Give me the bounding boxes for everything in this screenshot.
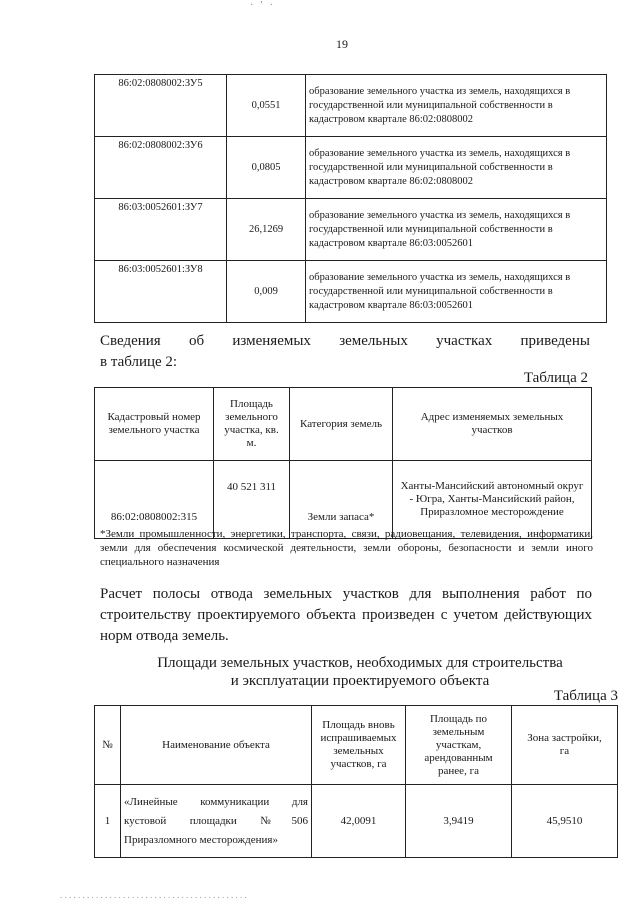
new-area: 42,0091 [312,785,406,858]
table-plot-areas [94,705,618,858]
column-header: Площадь по земельным участкам, арендованным ранее, га [406,706,512,785]
table-row [95,261,607,323]
table-row [95,199,607,261]
plot-number: 86:03:0052601:ЗУ8 [95,261,227,323]
plot-description: образование земельного участка из земель, находящихся в государственной или муниципальной собственности в кадастровом квартале 86:03:0052601 [306,261,607,323]
footnote: *Земли промышленности, энергетики, транспорта, связи, радиовещания, телевидения, информатики, земли для обеспечения космической деятельности, земли обороны, безопасности и земли иного специального назначения [100,528,593,568]
plot-area: 0,0551 [227,75,306,137]
plot-area: 40 521 311 [214,461,290,539]
table3-title [100,654,620,690]
word: изменяемых [232,333,311,349]
column-header: Кадастровый номер земельного участка [95,388,214,461]
plot-description: образование земельного участка из земель, находящихся в государственной или муниципальной собственности в кадастровом квартале 86:03:0052601 [306,199,607,261]
word: участках [436,333,493,349]
table3-title-line: Площади земельных участков, необходимых для строительства [157,655,563,671]
paragraph-allotment: Расчет полосы отвода земельных участков для выполнения работ по строительству проектируемого объекта произведен с учетом действующих норм отвода земель. [100,586,592,644]
plot-description: образование земельного участка из земель, находящихся в государственной или муниципальной собственности в кадастровом квартале 86:02:0808002 [306,75,607,137]
leased-area: 3,9419 [406,785,512,858]
word: приведены [520,333,590,349]
column-header: Категория земель [290,388,393,461]
plot-number: 86:03:0052601:ЗУ7 [95,199,227,261]
plot-area: 26,1269 [227,199,306,261]
table2-caption: Таблица 2 [523,370,588,386]
table-land-plots-continued [94,74,607,323]
column-header: Адрес изменяемых земельных участков [393,388,592,461]
plot-number: 86:02:0808002:ЗУ5 [95,75,227,137]
object-name: «Линейные коммуникации для кустовой площадки №506 Приразломного месторождения» [121,785,312,858]
column-header: Наименование объекта [121,706,312,785]
zone-area: 45,9510 [512,785,618,858]
row-index: 1 [95,785,121,858]
column-header: Зона застройки, га [512,706,618,785]
word: Сведения [100,333,161,349]
paragraph-continuation: в таблице 2: [100,354,178,370]
table-header-row [95,388,592,461]
paragraph-changed-plots [100,331,590,373]
page-number: 19 [336,37,348,51]
table3-caption: Таблица 3 [553,688,618,704]
table-header-row [95,706,618,785]
word: земельных [339,333,408,349]
table-row [95,75,607,137]
table3-title-line: и эксплуатации проектируемого объекта [230,673,490,689]
column-header: Площадь земельного участка, кв. м. [214,388,290,461]
table-row [95,785,618,858]
plot-number: 86:02:0808002:ЗУ6 [95,137,227,199]
plot-area: 0,009 [227,261,306,323]
word: об [188,333,205,349]
plot-area: 0,0805 [227,137,306,199]
scan-noise: . . . . . . . . . . . . . . . . . . . . . . . . . . . . . . . . . . . . . . . . . . [60,890,247,900]
land-category: Земли запаса* [290,461,393,539]
column-header: Площадь вновь испрашиваемых земельных участков, га [312,706,406,785]
table-row [95,137,607,199]
plot-number: 86:02:0808002:315 [95,461,214,539]
plot-description: образование земельного участка из земель, находящихся в государственной или муниципальной собственности в кадастровом квартале 86:02:0808002 [306,137,607,199]
table-changed-plots [94,387,592,539]
plot-address: Ханты-Мансийский автономный округ - Югра, Ханты-Мансийский район, Приразломное месторождение [393,461,592,539]
scan-marks: · ‛ · [250,0,275,11]
column-header: № [95,706,121,785]
